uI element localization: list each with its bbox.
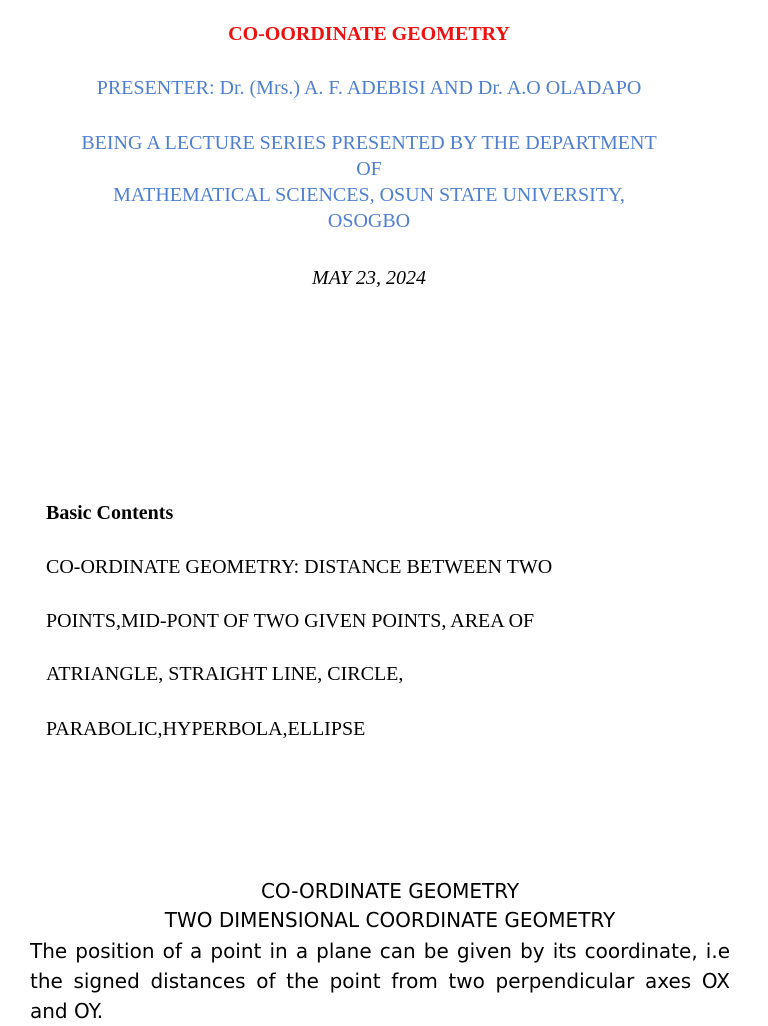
series-line-4: OSOGBO [327,210,411,232]
body-paragraph: The position of a point in a plane can be given by its coordinate, i.e the signed distances of the point from two perpendicular axes OX and OY. [30,939,730,1023]
presenter-line: PRESENTER: Dr. (Mrs.) A. F. ADEBISI AND Dr. A.O OLADAPO [96,77,642,99]
lecture-series-statement [40,130,698,234]
series-line-3: MATHEMATICAL SCIENCES, OSUN STATE UNIVERSITY, [113,184,625,206]
contents-line-3: ATRIANGLE, STRAIGHT LINE, CIRCLE, [46,663,404,685]
basic-contents-heading: Basic Contents [46,502,174,524]
series-line-1: BEING A LECTURE SERIES PRESENTED BY THE DEPARTMENT [81,132,657,154]
contents-line-4: PARABOLIC,HYPERBOLA,ELLIPSE [46,718,366,740]
series-line-2: OF [356,158,382,180]
lecture-date: MAY 23, 2024 [312,267,426,289]
section-heading: CO-ORDINATE GEOMETRY [260,879,520,903]
section-subheading: TWO DIMENSIONAL COORDINATE GEOMETRY [164,908,616,932]
contents-line-1: CO-ORDINATE GEOMETRY: DISTANCE BETWEEN TWO [46,556,553,578]
contents-line-2: POINTS,MID-PONT OF TWO GIVEN POINTS, AREA OF [46,610,535,632]
document-title: CO-OORDINATE GEOMETRY [228,23,510,45]
